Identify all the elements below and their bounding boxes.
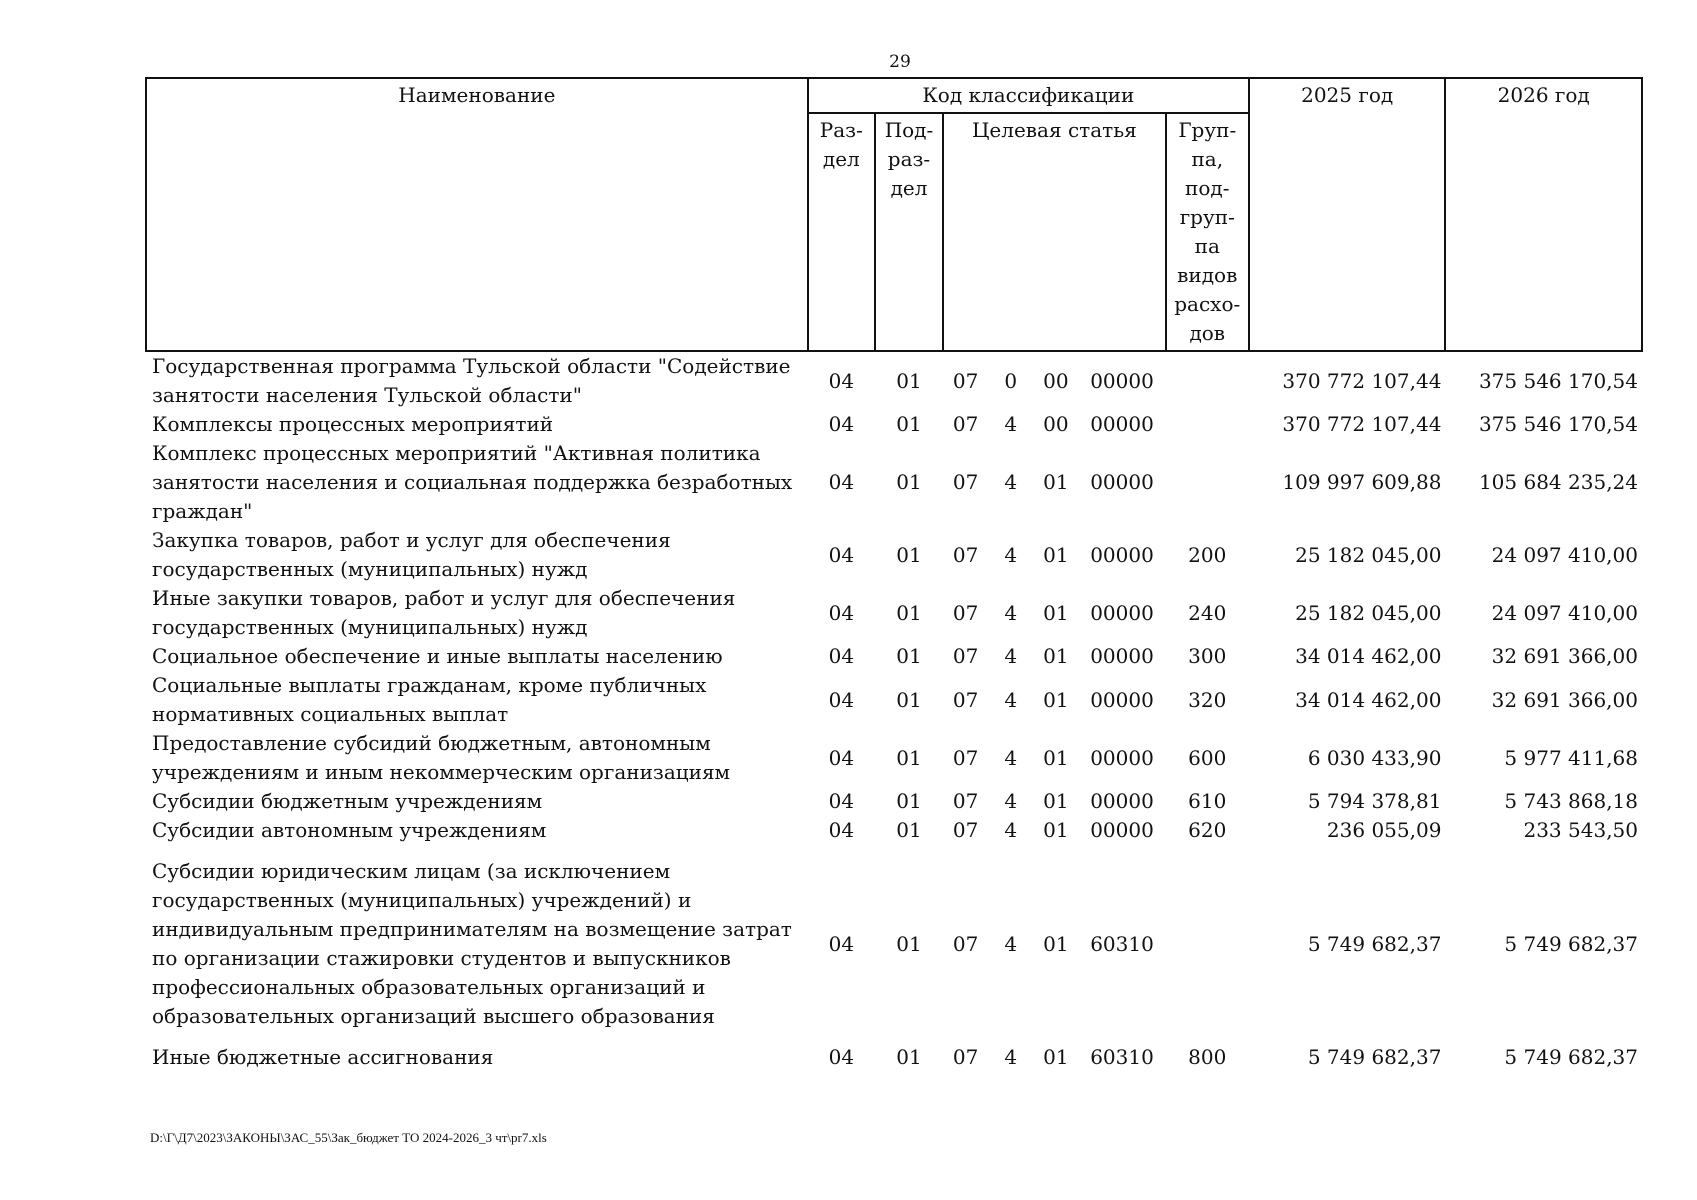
row-y2026: 375 546 170,54 — [1478, 412, 1638, 436]
row-name: Предоставление субсидий бюджетным, автономным учреждениям и иным некоммерческим организациям — [152, 731, 731, 784]
row-group: 320 — [1188, 687, 1227, 712]
row-razdel: 04 — [828, 412, 855, 436]
row-t2: 4 — [1004, 542, 1018, 567]
page-number: 29 — [889, 52, 911, 72]
row-y2025: 370 772 107,44 — [1282, 368, 1442, 393]
row-group: 200 — [1188, 542, 1227, 567]
row-group — [1166, 410, 1249, 439]
row-name: Субсидии бюджетным учреждениям — [152, 789, 543, 813]
row-y2026: 105 684 235,24 — [1478, 470, 1638, 494]
row-y2025: 25 182 045,00 — [1295, 542, 1442, 567]
row-t4: 00000 — [1090, 470, 1154, 494]
row-t2: 4 — [1004, 644, 1018, 668]
row-group: 610 — [1188, 789, 1227, 813]
row-name: Иные бюджетные ассигнования — [152, 1045, 494, 1069]
row-t2: 4 — [1004, 931, 1018, 956]
row-y2026: 24 097 410,00 — [1491, 542, 1638, 567]
header-razdel: Раз-дел — [808, 113, 875, 351]
row-razdel: 04 — [828, 470, 855, 494]
row-razdel: 04 — [828, 687, 855, 712]
row-y2025: 34 014 462,00 — [1295, 687, 1442, 712]
row-razdel: 04 — [828, 818, 855, 842]
row-podrazdel: 01 — [896, 470, 922, 494]
row-t2: 4 — [1004, 412, 1018, 436]
budget-table — [145, 77, 1643, 1072]
row-podrazdel: 01 — [896, 542, 922, 567]
table-row — [146, 410, 1642, 439]
row-t2: 4 — [1004, 600, 1018, 625]
row-t4: 00000 — [1090, 600, 1154, 625]
row-name: Закупка товаров, работ и услуг для обеспечения государственных (муниципальных) нужд — [152, 528, 671, 581]
row-razdel: 04 — [828, 542, 855, 567]
row-t3: 01 — [1043, 789, 1069, 813]
row-group: 600 — [1188, 745, 1227, 770]
row-t3: 00 — [1043, 368, 1069, 393]
row-t1: 07 — [952, 644, 979, 668]
row-t1: 07 — [952, 789, 979, 813]
row-podrazdel: 01 — [896, 789, 922, 813]
table-row — [146, 671, 1642, 729]
row-razdel: 04 — [828, 600, 855, 625]
spacer-row — [146, 1031, 1642, 1043]
row-y2025: 109 997 609,88 — [1282, 470, 1442, 494]
row-t1: 07 — [952, 412, 979, 436]
row-t4: 60310 — [1090, 931, 1154, 956]
row-y2026: 32 691 366,00 — [1491, 687, 1638, 712]
row-t3: 01 — [1043, 470, 1069, 494]
table-row — [146, 816, 1642, 845]
table-row — [146, 729, 1642, 787]
row-t4: 00000 — [1090, 745, 1154, 770]
row-podrazdel: 01 — [896, 412, 922, 436]
table-row — [146, 1043, 1642, 1072]
row-razdel: 04 — [828, 931, 855, 956]
header-year-2026: 2026 год — [1445, 78, 1642, 351]
row-name: Комплексы процессных мероприятий — [152, 412, 554, 436]
row-t4: 60310 — [1090, 1045, 1154, 1069]
row-razdel: 04 — [828, 368, 855, 393]
row-y2025: 5 749 682,37 — [1307, 1045, 1442, 1069]
row-t3: 01 — [1043, 542, 1069, 567]
row-t4: 00000 — [1090, 644, 1154, 668]
row-t4: 00000 — [1090, 789, 1154, 813]
row-group: 300 — [1188, 644, 1227, 668]
row-t3: 01 — [1043, 818, 1069, 842]
row-podrazdel: 01 — [896, 818, 922, 842]
row-name: Государственная программа Тульской области "Содействие занятости населения Тульской области" — [152, 354, 791, 407]
table-row — [146, 439, 1642, 526]
row-t3: 01 — [1043, 931, 1069, 956]
row-t1: 07 — [952, 542, 979, 567]
row-t2: 4 — [1004, 687, 1018, 712]
header-code-group: Код классификации — [808, 78, 1249, 113]
row-t1: 07 — [952, 368, 979, 393]
table-row — [146, 526, 1642, 584]
row-group — [1166, 351, 1249, 410]
row-t4: 00000 — [1090, 542, 1154, 567]
row-t1: 07 — [952, 470, 979, 494]
row-t1: 07 — [952, 931, 979, 956]
header-podrazdel: Под-раз-дел — [875, 113, 943, 351]
row-y2026: 375 546 170,54 — [1478, 368, 1638, 393]
row-t2: 4 — [1004, 789, 1018, 813]
row-razdel: 04 — [828, 789, 855, 813]
row-name: Субсидии юридическим лицам (за исключением государственных (муниципальных) учреждений) и индивидуальным предпринимателям на возмещение затрат по организации стажировки студентов и выпускников профессиональных образовательных организаций и образовательных организаций высшего образования — [152, 859, 792, 1028]
row-y2026: 24 097 410,00 — [1491, 600, 1638, 625]
row-t1: 07 — [952, 1045, 979, 1069]
row-t3: 01 — [1043, 687, 1069, 712]
row-y2025: 236 055,09 — [1326, 818, 1442, 842]
row-y2025: 25 182 045,00 — [1295, 600, 1442, 625]
row-t1: 07 — [952, 818, 979, 842]
row-y2025: 370 772 107,44 — [1282, 412, 1442, 436]
row-y2026: 5 749 682,37 — [1504, 1045, 1638, 1069]
row-podrazdel: 01 — [896, 1045, 922, 1069]
table-row — [146, 857, 1642, 1031]
row-y2025: 5 749 682,37 — [1307, 931, 1442, 956]
header-year-2025: 2025 год — [1249, 78, 1446, 351]
row-podrazdel: 01 — [896, 745, 922, 770]
row-group — [1166, 439, 1249, 526]
row-podrazdel: 01 — [896, 687, 922, 712]
row-group: 240 — [1188, 600, 1227, 625]
row-name: Субсидии автономным учреждениям — [152, 818, 547, 842]
row-t4: 00000 — [1090, 368, 1154, 393]
row-t1: 07 — [952, 687, 979, 712]
row-razdel: 04 — [828, 745, 855, 770]
row-name: Социальное обеспечение и иные выплаты населению — [152, 644, 723, 668]
spacer-row — [146, 845, 1642, 857]
header-name: Наименование — [146, 78, 808, 351]
row-razdel: 04 — [828, 1045, 855, 1069]
table-row — [146, 787, 1642, 816]
row-y2025: 34 014 462,00 — [1295, 644, 1442, 668]
row-y2026: 5 977 411,68 — [1504, 745, 1638, 770]
row-name: Комплекс процессных мероприятий "Активная политика занятости населения и социальная поддержка безработных граждан" — [152, 441, 793, 523]
row-t3: 00 — [1043, 412, 1069, 436]
row-t2: 4 — [1004, 1045, 1018, 1069]
row-t4: 00000 — [1090, 687, 1154, 712]
row-y2025: 5 794 378,81 — [1307, 789, 1442, 813]
row-t1: 07 — [952, 600, 979, 625]
row-y2025: 6 030 433,90 — [1307, 745, 1442, 770]
row-t2: 4 — [1004, 745, 1018, 770]
row-podrazdel: 01 — [896, 600, 922, 625]
row-podrazdel: 01 — [896, 368, 922, 393]
row-podrazdel: 01 — [896, 931, 922, 956]
row-t2: 4 — [1004, 470, 1018, 494]
row-t3: 01 — [1043, 745, 1069, 770]
row-name: Социальные выплаты гражданам, кроме публичных нормативных социальных выплат — [152, 673, 707, 726]
header-group: Груп-па, под-груп-па видов расхо-дов — [1166, 113, 1249, 351]
row-t4: 00000 — [1090, 818, 1154, 842]
row-group: 800 — [1188, 1045, 1227, 1069]
row-name: Иные закупки товаров, работ и услуг для обеспечения государственных (муниципальных) нужд — [152, 586, 736, 639]
file-path-footer: D:\Г\Д7\2023\ЗАКОНЫ\ЗАС_55\Зак_бюджет ТО 2024-2026_3 чт\pr7.xls — [150, 1130, 547, 1145]
table-row — [146, 351, 1642, 410]
row-t3: 01 — [1043, 644, 1069, 668]
row-group: 620 — [1188, 818, 1227, 842]
table-row — [146, 642, 1642, 671]
row-t3: 01 — [1043, 1045, 1069, 1069]
row-t4: 00000 — [1090, 412, 1154, 436]
row-t1: 07 — [952, 745, 979, 770]
row-t2: 0 — [1004, 368, 1018, 393]
row-group — [1166, 857, 1249, 1031]
row-y2026: 5 743 868,18 — [1504, 789, 1638, 813]
row-podrazdel: 01 — [896, 644, 922, 668]
row-y2026: 32 691 366,00 — [1491, 644, 1638, 668]
table-row — [146, 584, 1642, 642]
row-y2026: 5 749 682,37 — [1504, 931, 1638, 956]
row-t2: 4 — [1004, 818, 1018, 842]
table-body — [146, 351, 1642, 1072]
header-target: Целевая статья — [943, 113, 1166, 351]
row-t3: 01 — [1043, 600, 1069, 625]
row-razdel: 04 — [828, 644, 855, 668]
row-y2026: 233 543,50 — [1523, 818, 1638, 842]
table-header — [146, 78, 1642, 351]
